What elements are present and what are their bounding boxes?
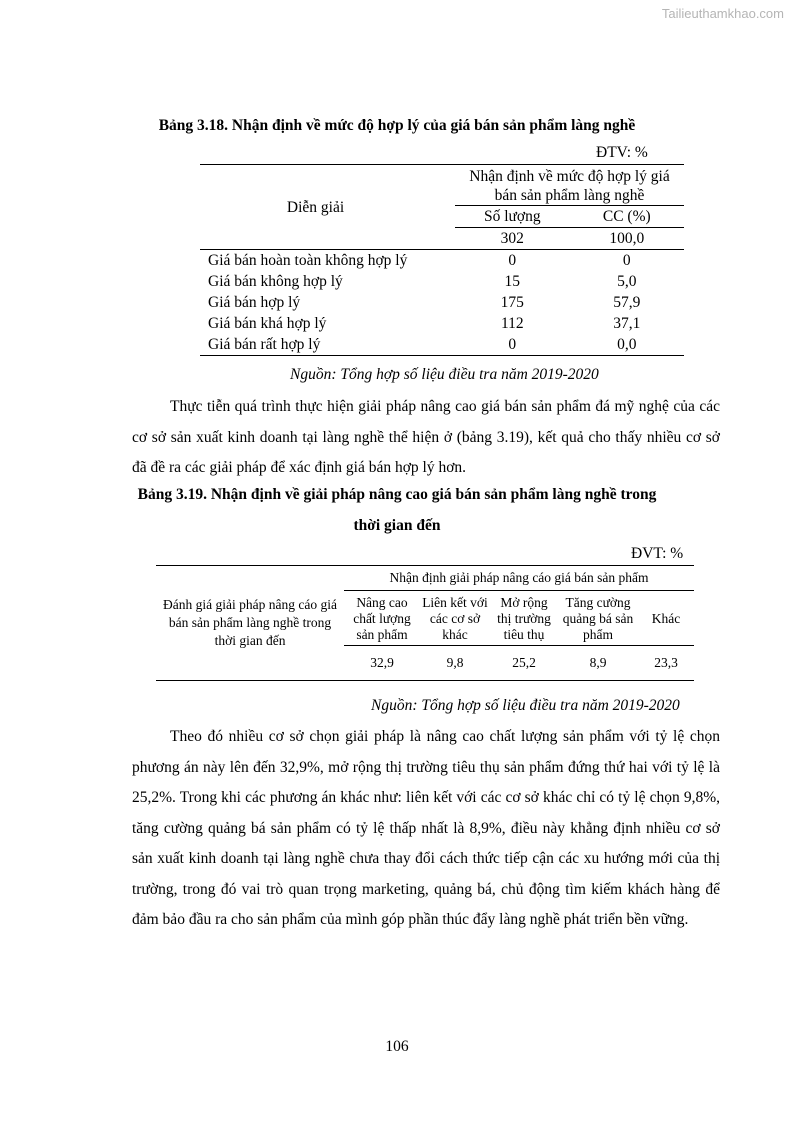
table1-col-pct: CC (%) <box>570 206 684 228</box>
row-count: 0 <box>455 334 570 356</box>
table2-caption-line1: Bảng 3.19. Nhận định về giải pháp nâng cao giá bán sản phẩm làng nghề trong <box>137 486 657 503</box>
row-count: 175 <box>500 294 524 311</box>
table-row <box>200 250 684 272</box>
table-row <box>200 313 684 334</box>
row-pct: 57,9 <box>613 294 641 311</box>
table-row <box>200 271 684 292</box>
table2-col-1: Nâng cao chất lượng sản phẩm <box>344 591 420 646</box>
table2-group-header: Nhận định giải pháp nâng cáo giá bán sản phẩm <box>344 566 694 591</box>
table2-col-3: Mở rộng thị trường tiêu thụ <box>490 591 558 646</box>
table1-unit: ĐTV: % <box>596 144 648 161</box>
row-label: Giá bán hoàn toàn không hợp lý <box>208 252 408 269</box>
row-pct: 37,1 <box>613 315 641 332</box>
table2-col-5: Khác <box>638 591 694 646</box>
table2-caption-line2: thời gian đến <box>353 517 441 534</box>
table1-source: Nguồn: Tổng hợp số liệu điều tra năm 2019-2020 <box>290 366 599 383</box>
table1-caption: Bảng 3.18. Nhận định về mức độ hợp lý của giá bán sản phẩm làng nghề <box>158 117 636 134</box>
table1 <box>200 164 684 356</box>
table2-value-5: 23,3 <box>638 646 694 681</box>
table-row <box>200 292 684 313</box>
table2-col-2: Liên kết với các cơ sở khác <box>420 591 490 646</box>
row-count: 0 <box>508 252 517 269</box>
table2-value-3: 25,2 <box>490 646 558 681</box>
table1-total-count: 302 <box>455 228 570 250</box>
table1-col-count: Số lượng <box>455 206 570 228</box>
table1-total-pct: 100,0 <box>570 228 684 250</box>
table2-value-4: 8,9 <box>558 646 638 681</box>
table-row <box>200 334 684 356</box>
row-label: Giá bán khá hợp lý <box>208 315 327 332</box>
table2-row-header: Đánh giá giải pháp nâng cáo giá bán sản phẩm làng nghề trong thời gian đến <box>156 566 344 681</box>
table2-unit: ĐVT: % <box>631 545 684 562</box>
row-label: Giá bán không hợp lý <box>208 273 343 290</box>
row-pct: 0 <box>622 252 631 269</box>
table1-row-header: Diễn giải <box>200 165 455 250</box>
watermark-text: Tailieuthamkhao.com <box>661 6 784 21</box>
table2-value-1: 32,9 <box>344 646 420 681</box>
row-count: 112 <box>500 315 524 332</box>
row-pct: 5,0 <box>617 273 637 290</box>
row-label: Giá bán hợp lý <box>208 294 301 311</box>
paragraph-2: Theo đó nhiều cơ sở chọn giải pháp là nâng cao chất lượng sản phẩm với tỷ lệ chọn phương án này lên đến 32,9%, mở rộng thị trường tiêu thụ sản phẩm đứng thứ hai với tỷ lệ là 25,2%. Trong khi các phương án khác như: liên kết với các cơ sở khác chỉ có tỷ lệ chọn 9,8%, tăng cường quảng bá sản phẩm có tỷ lệ thấp nhất là 8,9%, điều này khẳng định nhiều cơ sở sản xuất kinh doanh tại làng nghề chưa thay đổi cách thức tiếp cận các xu hướng mới của thị trường, trong đó vai trò quan trọng marketing, quảng bá, chủ động tìm kiếm khách hàng để đảm bảo đầu ra cho sản phẩm của mình góp phần thúc đẩy làng nghề phát triển bền vững. <box>132 728 720 928</box>
row-count: 15 <box>504 273 521 290</box>
row-pct: 0,0 <box>570 334 684 356</box>
table2 <box>156 565 694 681</box>
table2-col-4: Tăng cường quảng bá sản phẩm <box>558 591 638 646</box>
table2-value-2: 9,8 <box>420 646 490 681</box>
table1-group-header: Nhận định về mức độ hợp lý giá bán sản phẩm làng nghề <box>455 165 684 206</box>
table2-source: Nguồn: Tổng hợp số liệu điều tra năm 2019-2020 <box>371 697 680 714</box>
row-label: Giá bán rất hợp lý <box>200 334 455 356</box>
page-number: 106 <box>385 1038 409 1055</box>
paragraph-1: Thực tiễn quá trình thực hiện giải pháp nâng cao giá bán sản phẩm đá mỹ nghệ của các cơ sở sản xuất kinh doanh tại làng nghề thể hiện ở (bảng 3.19), kết quả cho thấy nhiều cơ sở đã đề ra các giải pháp để xác định giá bán hợp lý hơn. <box>132 398 720 476</box>
